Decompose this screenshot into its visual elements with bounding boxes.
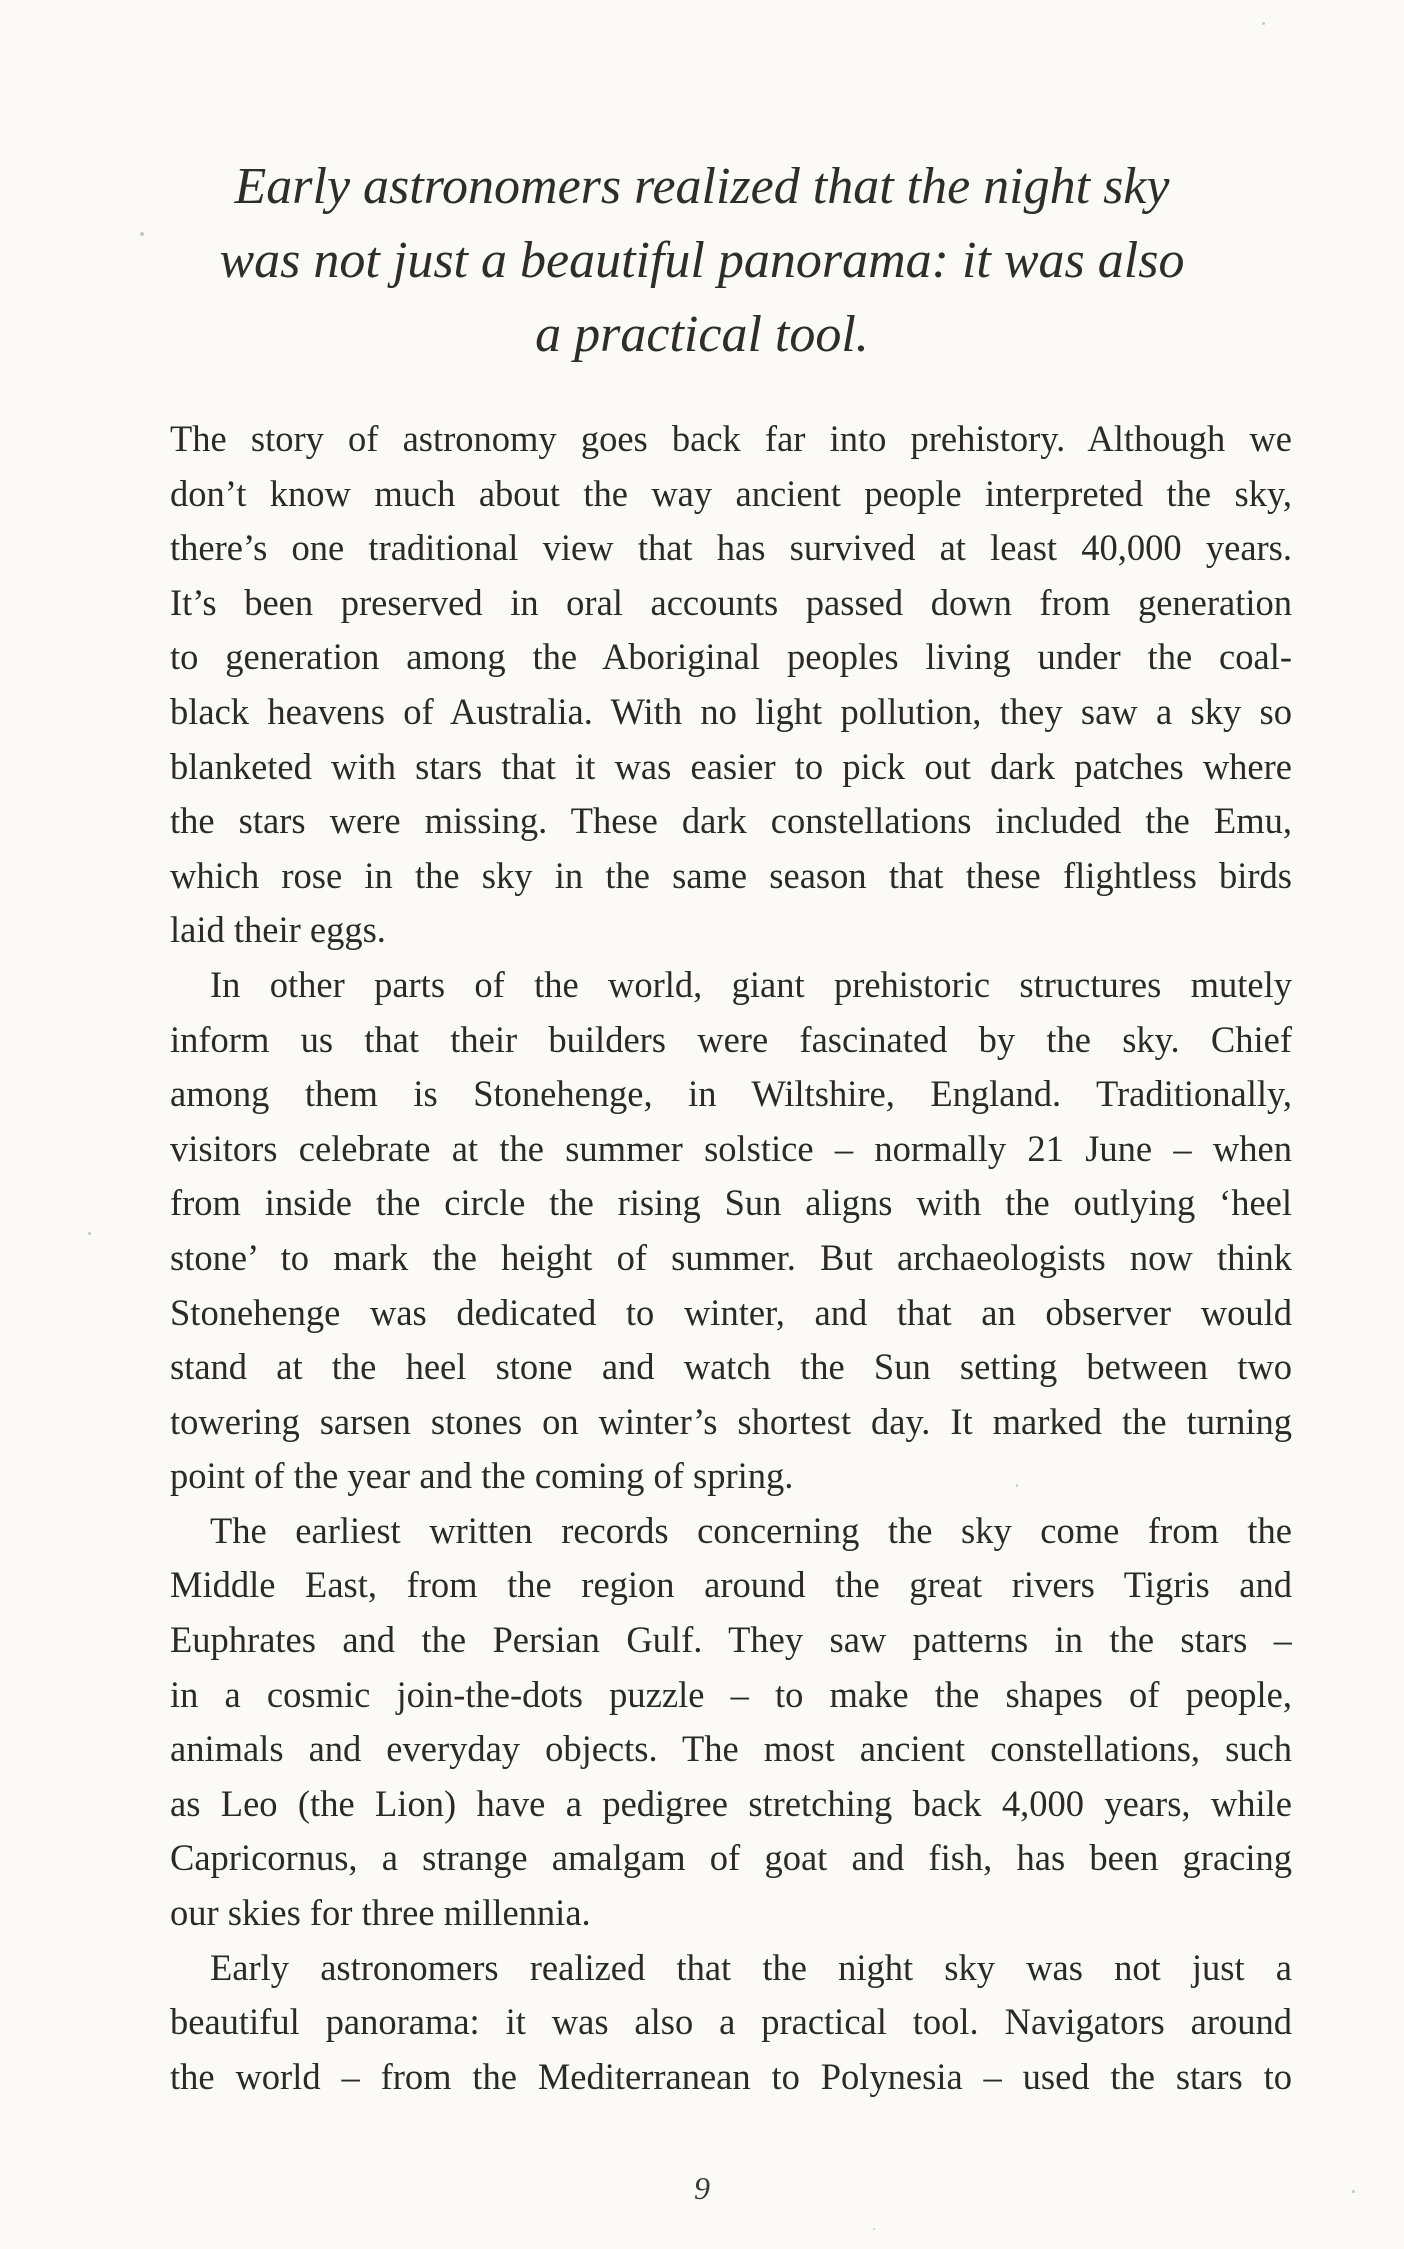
text-line: It’s been preserved in oral accounts passed down from generation — [170, 581, 1292, 623]
text-line: to generation among the Aboriginal peoples living under the coal- — [170, 636, 1292, 678]
paper-speck — [1016, 1484, 1018, 1487]
text-line: our skies for three millennia. — [170, 1892, 591, 1934]
text-line: beautiful panorama: it was also a practical tool. Navigators around — [170, 2001, 1292, 2043]
text-line: Stonehenge was dedicated to winter, and that an observer would — [170, 1291, 1292, 1333]
paper-speck — [1262, 22, 1265, 25]
text-line: in a cosmic join-the-dots puzzle – to make the shapes of people, — [170, 1673, 1292, 1715]
text-line: stone’ to mark the height of summer. But archaeologists now think — [170, 1236, 1292, 1278]
text-line: towering sarsen stones on winter’s shortest day. It marked the turning — [170, 1400, 1292, 1442]
text-line: inform us that their builders were fascinated by the sky. Chief — [170, 1018, 1292, 1060]
text-line: the stars were missing. These dark constellations included the Emu, — [170, 800, 1292, 842]
text-line: Euphrates and the Persian Gulf. They saw patterns in the stars – — [170, 1619, 1292, 1661]
text-line: from inside the circle the rising Sun aligns with the outlying ‘heel — [170, 1182, 1292, 1224]
text-line: The earliest written records concerning the sky come from the — [210, 1509, 1292, 1551]
pull-quote-line: was not just a beautiful panorama: it was also — [219, 232, 1185, 289]
text-line: The story of astronomy goes back far into prehistory. Although we — [170, 418, 1292, 459]
text-line: there’s one traditional view that has survived at least 40,000 years. — [170, 527, 1292, 569]
text-line: Early astronomers realized that the night sky was not just a — [210, 1946, 1292, 1988]
text-line: among them is Stonehenge, in Wiltshire, England. Traditionally, — [170, 1073, 1292, 1115]
paragraph-stonehenge — [170, 958, 1292, 1504]
paragraph-written-records — [170, 1504, 1292, 1941]
text-line: stand at the heel stone and watch the Sun setting between two — [170, 1346, 1292, 1388]
pull-quote — [200, 150, 1204, 372]
text-line: visitors celebrate at the summer solstice – normally 21 June – when — [170, 1127, 1292, 1169]
text-line: Capricornus, a strange amalgam of goat and fish, has been gracing — [170, 1837, 1292, 1879]
text-line: which rose in the sky in the same season that these flightless birds — [170, 854, 1292, 896]
text-line: In other parts of the world, giant prehistoric structures mutely — [210, 963, 1292, 1005]
paragraph-practical-tool — [170, 1941, 1292, 2105]
paper-speck — [140, 232, 144, 236]
paper-speck — [1352, 2190, 1355, 2193]
paragraph-aboriginal-astronomy — [170, 412, 1292, 958]
page-number: 9 — [694, 2170, 710, 2206]
text-line: blanketed with stars that it was easier to pick out dark patches where — [170, 745, 1292, 787]
body-text — [170, 412, 1292, 2104]
text-line: black heavens of Australia. With no light pollution, they saw a sky so — [170, 690, 1292, 732]
text-line: laid their eggs. — [170, 909, 386, 951]
text-line: animals and everyday objects. The most ancient constellations, such — [170, 1728, 1292, 1770]
pull-quote-line: a practical tool. — [535, 306, 869, 363]
text-line: the world – from the Mediterranean to Polynesia – used the stars to — [170, 2055, 1292, 2097]
text-line: don’t know much about the way ancient people interpreted the sky, — [170, 472, 1292, 514]
text-line: Middle East, from the region around the great rivers Tigris and — [170, 1564, 1292, 1606]
paper-speck — [873, 2228, 875, 2230]
paper-speck — [88, 1232, 91, 1235]
pull-quote-line: Early astronomers realized that the night sky — [234, 158, 1170, 215]
text-line: as Leo (the Lion) have a pedigree stretching back 4,000 years, while — [170, 1782, 1292, 1824]
text-line: point of the year and the coming of spring. — [170, 1455, 794, 1497]
